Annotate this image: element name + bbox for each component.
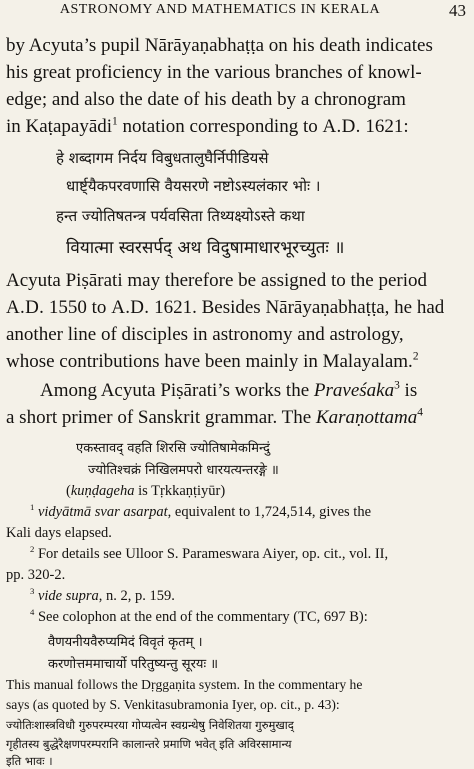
text-italic: vide supra	[37, 588, 99, 604]
text-span: 1621. Besides Nārāyaṇabhaṭṭa, he had	[149, 297, 445, 318]
verse1-line-3: हन्त ज्योतिषतन्त्र पर्यवसिता तिथ्यक्ष्योऽस्ते कथा	[56, 207, 305, 225]
footnote-2-line-2: pp. 320-2.	[6, 567, 66, 583]
text-span: See colophon at the end of the commentary (TC, 697 B):	[37, 609, 368, 625]
footnote-ref-2: 2	[412, 350, 419, 363]
title-italic: Karaṇottama	[315, 407, 418, 428]
verse2-line-2: ज्योतिश्चक्रं निखिलमपरो धारयत्यन्तरङ्गे ॥	[88, 463, 279, 478]
era-ad: A.D.	[322, 116, 361, 137]
page-header	[10, 2, 466, 22]
era-ad: A.D.	[6, 297, 45, 318]
para2-line-4	[6, 351, 419, 373]
footnote-ref-4: 4	[417, 406, 423, 419]
text-span: a short primer of Sanskrit grammar. The	[6, 407, 316, 428]
footnote-3	[30, 588, 175, 605]
text-span: notation corresponding to	[117, 116, 323, 137]
footnote-ref-1: 1	[112, 115, 118, 128]
footnote-number: 1	[30, 502, 35, 513]
text-span: , n. 2, p. 159.	[98, 588, 175, 604]
text-span: , equivalent to 1,724,514, gives the	[167, 504, 372, 520]
para3-line-2	[6, 407, 423, 429]
para2-line-3: another line of disciples in astronomy and astrology,	[6, 324, 404, 345]
footnote-2-line-1	[30, 546, 388, 563]
text-span: 1550 to	[44, 297, 112, 318]
text-span: is Tṛkkaṇṭiyūr)	[134, 483, 226, 499]
footnote-ref-3: 3	[394, 379, 400, 392]
footnote-1-line-2: Kali days elapsed.	[6, 525, 112, 541]
para1-line-4	[6, 116, 409, 138]
text-span: whose contributions have been mainly in Malayalam.	[6, 351, 413, 372]
para4-line-2: says (as quoted by S. Venkitasubramonia Iyer, op. cit., p. 43):	[6, 697, 340, 712]
footnote-number: 3	[30, 586, 35, 597]
footnote-number: 2	[30, 544, 35, 555]
text-span: 1621:	[360, 116, 409, 137]
text-span: For details see Ulloor S. Parameswara Aiyer, op. cit., vol. II,	[37, 546, 389, 562]
footnote-1-line-1	[30, 504, 371, 521]
page-number: 43	[449, 1, 466, 20]
verse1-line-4: वियात्मा स्वरसर्पद् अथ विदुषामाधारभूरच्युतः ॥	[66, 238, 345, 258]
verse1-line-2: धार्ष्ट्यैकपरवणासि वैयसरणे नष्टोऽस्यलंकार भोः ।	[66, 177, 321, 195]
text-span: Among Acyuta Piṣārati’s works the	[40, 380, 314, 401]
text-span: in Kaṭapayādi	[6, 116, 113, 137]
verse4-line-1: ज्योतिःशास्त्रविधौ गुरुपरम्परया गोप्यत्वेन स्वग्रन्थेषु निवेशितया गुरुमुखाद्	[6, 718, 294, 732]
para1-line-3: edge; and also the date of his death by a chronogram	[6, 89, 406, 110]
footnote-number: 4	[30, 607, 35, 618]
para2-line-1: Acyuta Piṣārati may therefore be assigned to the period	[6, 270, 428, 291]
verse4-line-3: इति भावः ।	[6, 754, 53, 768]
gloss-line: (kuṇḍageha is Tṛkkaṇṭiyūr)	[66, 483, 226, 499]
para1-line-1: by Acyuta’s pupil Nārāyaṇabhaṭṭa on his death indicates	[6, 35, 433, 56]
text-span: is	[399, 380, 418, 401]
verse3-line-1: वैणयनीयवैरुप्यमिदं विवृतं कृतम् ।	[48, 635, 203, 650]
title-italic: Praveśaka	[313, 380, 395, 401]
gloss-term: kuṇḍageha	[70, 483, 135, 499]
footnote-4	[30, 609, 368, 626]
era-ad: A.D.	[111, 297, 150, 318]
running-head: ASTRONOMY AND MATHEMATICS IN KERALA	[59, 2, 381, 17]
text-italic: vidyātmā svar asarpat	[37, 504, 168, 520]
para1-line-2: his great proficiency in the various branches of knowl-	[6, 62, 422, 83]
verse4-line-2: गृहीतस्य बुद्धेरैक्षणपरम्परानि कालान्तरे प्रमाणि भवेत् इति अविरसामान्य	[6, 737, 292, 751]
para4-line-1: This manual follows the Dṛggaṇita system. In the commentary he	[6, 677, 363, 692]
verse1-line-1: हे शब्दागम निर्दय विबुधतालुघैर्निपीडियसे	[56, 149, 269, 167]
para2-line-2	[6, 297, 444, 319]
verse2-line-1: एकस्तावद् वहति शिरसि ज्योतिषामेकमिन्दुं	[76, 441, 270, 456]
para3-line-1	[40, 380, 417, 402]
verse3-line-2: करणोत्तममाचार्यो परितुष्यन्तु सूरयः ॥	[48, 657, 218, 672]
